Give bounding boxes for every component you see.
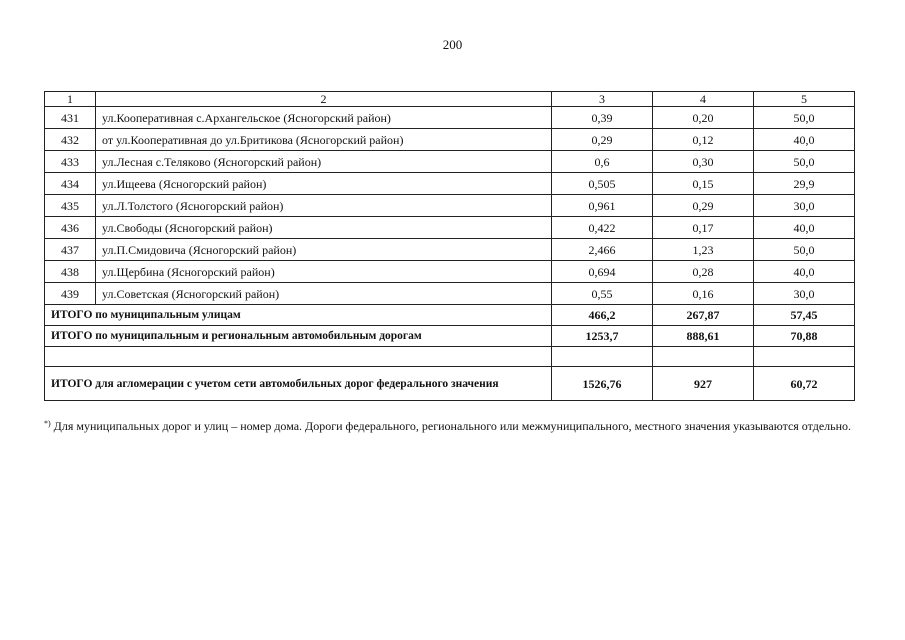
empty-cell: [754, 347, 855, 367]
grand-total-col-3: 1526,76: [552, 367, 653, 401]
total-label: ИТОГО по муниципальным и региональным автомобильным дорогам: [45, 326, 552, 347]
road-name: ул.Свободы (Ясногорский район): [96, 217, 552, 239]
header-cell-4: 4: [653, 92, 754, 107]
empty-cell: [552, 347, 653, 367]
value-col-3: 0,6: [552, 151, 653, 173]
value-col-5: 50,0: [754, 151, 855, 173]
value-col-5: 50,0: [754, 239, 855, 261]
grand-total-col-5: 60,72: [754, 367, 855, 401]
empty-cell: [653, 347, 754, 367]
value-col-4: 0,17: [653, 217, 754, 239]
grand-total-col-4: 927: [653, 367, 754, 401]
empty-cell: [45, 347, 552, 367]
value-col-4: 0,30: [653, 151, 754, 173]
page-number: 200: [442, 37, 463, 52]
footnote-text: Для муниципальных дорог и улиц – номер дома. Дороги федерального, регионального или межмуниципального, местного значения указываются отдельно.: [53, 419, 852, 433]
value-col-4: 0,15: [653, 173, 754, 195]
table-row: [45, 283, 855, 305]
value-col-3: 0,55: [552, 283, 653, 305]
total-value-col-4: 267,87: [653, 305, 754, 326]
footnote-marker: *): [44, 419, 51, 428]
total-value-col-3: 466,2: [552, 305, 653, 326]
total-value-col-3: 1253,7: [552, 326, 653, 347]
table-header-row: [45, 92, 855, 107]
road-name: ул.Кооперативная с.Архангельское (Ясногорский район): [96, 107, 552, 129]
row-number: 434: [45, 173, 96, 195]
row-number: 438: [45, 261, 96, 283]
value-col-4: 0,16: [653, 283, 754, 305]
road-name: ул.П.Смидовича (Ясногорский район): [96, 239, 552, 261]
table-row: [45, 217, 855, 239]
row-number: 437: [45, 239, 96, 261]
value-col-4: 0,29: [653, 195, 754, 217]
table-row: [45, 129, 855, 151]
table-row: [45, 261, 855, 283]
value-col-5: 40,0: [754, 217, 855, 239]
value-col-4: 0,28: [653, 261, 754, 283]
total-value-col-4: 888,61: [653, 326, 754, 347]
row-number: 433: [45, 151, 96, 173]
value-col-3: 0,961: [552, 195, 653, 217]
total-label: ИТОГО по муниципальным улицам: [45, 305, 552, 326]
value-col-5: 40,0: [754, 129, 855, 151]
table-row: [45, 173, 855, 195]
value-col-4: 0,20: [653, 107, 754, 129]
road-name: ул.Ищеева (Ясногорский район): [96, 173, 552, 195]
road-name: от ул.Кооперативная до ул.Бритикова (Ясногорский район): [96, 129, 552, 151]
grand-total-label: ИТОГО для агломерации с учетом сети автомобильных дорог федерального значения: [45, 367, 552, 401]
grand-total-row: [45, 367, 855, 401]
table-body: [45, 92, 855, 401]
value-col-3: 2,466: [552, 239, 653, 261]
row-number: 431: [45, 107, 96, 129]
value-col-4: 0,12: [653, 129, 754, 151]
road-name: ул.Советская (Ясногорский район): [96, 283, 552, 305]
road-name: ул.Щербина (Ясногорский район): [96, 261, 552, 283]
footnote: [44, 418, 864, 434]
table-row: [45, 239, 855, 261]
total-row-municipal-regional: [45, 326, 855, 347]
value-col-3: 0,39: [552, 107, 653, 129]
header-cell-1: 1: [45, 92, 96, 107]
total-value-col-5: 70,88: [754, 326, 855, 347]
header-cell-2: 2: [96, 92, 552, 107]
value-col-3: 0,505: [552, 173, 653, 195]
row-number: 439: [45, 283, 96, 305]
header-cell-3: 3: [552, 92, 653, 107]
table-row: [45, 195, 855, 217]
table-row: [45, 151, 855, 173]
road-name: ул.Лесная с.Теляково (Ясногорский район): [96, 151, 552, 173]
value-col-3: 0,422: [552, 217, 653, 239]
value-col-5: 50,0: [754, 107, 855, 129]
total-value-col-5: 57,45: [754, 305, 855, 326]
empty-row: [45, 347, 855, 367]
value-col-5: 30,0: [754, 195, 855, 217]
row-number: 435: [45, 195, 96, 217]
header-cell-5: 5: [754, 92, 855, 107]
road-name: ул.Л.Толстого (Ясногорский район): [96, 195, 552, 217]
value-col-3: 0,29: [552, 129, 653, 151]
value-col-5: 30,0: [754, 283, 855, 305]
road-network-table: [44, 91, 855, 401]
total-row-municipal-streets: [45, 305, 855, 326]
row-number: 432: [45, 129, 96, 151]
value-col-3: 0,694: [552, 261, 653, 283]
value-col-5: 29,9: [754, 173, 855, 195]
row-number: 436: [45, 217, 96, 239]
value-col-4: 1,23: [653, 239, 754, 261]
value-col-5: 40,0: [754, 261, 855, 283]
table-row: [45, 107, 855, 129]
